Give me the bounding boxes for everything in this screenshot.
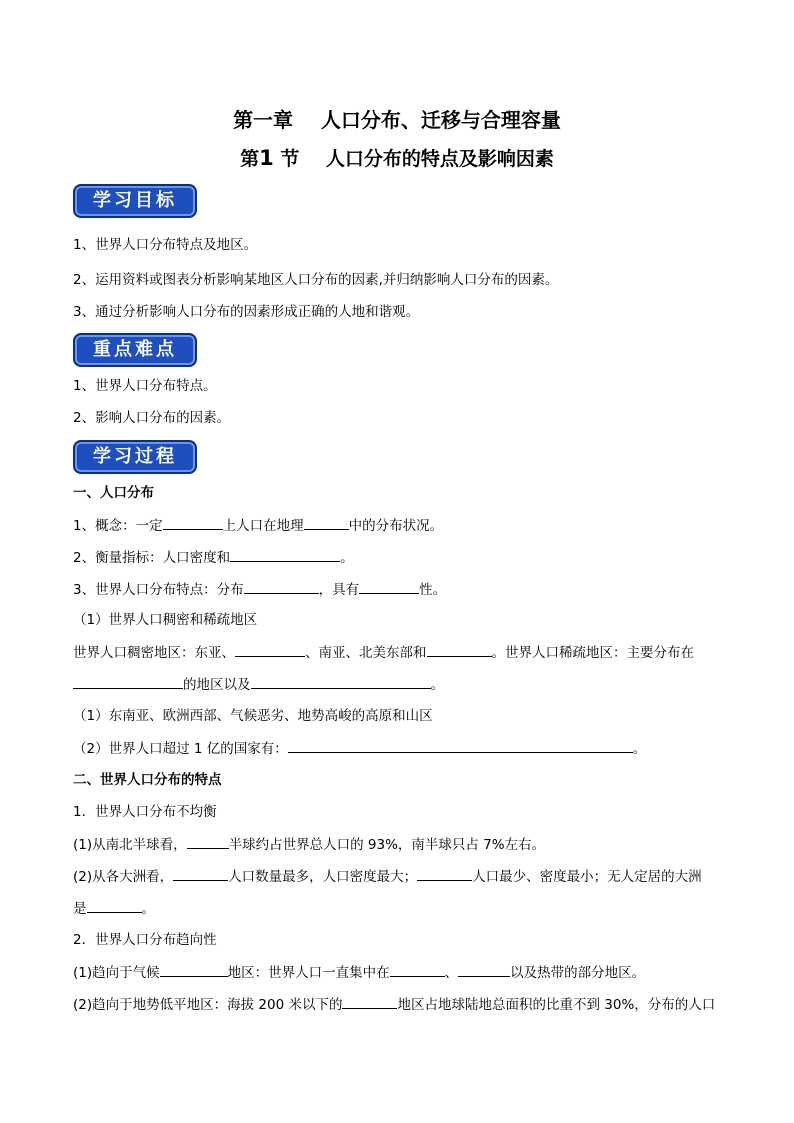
badge-learning-process: 学习过程: [73, 440, 197, 474]
goal-item-2: 2、运用资料或图表分析影响某地区人口分布的因素,并归纳影响人口分布的因素。: [73, 272, 559, 288]
blank-field[interactable]: [458, 962, 510, 977]
part2-heading: 二、世界人口分布的特点: [73, 772, 222, 788]
blank-field[interactable]: [235, 642, 305, 657]
terrain-line: (2)趋向于地势低平地区：海拔 200 米以下的 地区占地球陆地总面积的比重不到 30%，分布的人口: [73, 994, 715, 1015]
part1-heading: 一、人口分布: [73, 485, 154, 501]
blank-field[interactable]: [160, 962, 228, 977]
continents-line: (2)从各大洲看， 人口数量最多，人口密度最大； 人口最少、密度最小；无人定居的大洲: [73, 866, 702, 887]
section-title: [0, 144, 794, 171]
blank-field[interactable]: [427, 642, 492, 657]
blank-field[interactable]: [417, 866, 472, 881]
blank-field[interactable]: [163, 515, 223, 530]
feature-line: 3、世界人口分布特点：分布 ，具有 性。: [73, 579, 446, 600]
hemisphere-line: (1)从南北半球看， 半球约占世界总人口的 93%，南半球只占 7%左右。: [73, 834, 545, 855]
tendency-subheading: 2．世界人口分布趋向性: [73, 932, 217, 948]
blank-field[interactable]: [288, 738, 633, 753]
sparse-regions-line: 的地区以及 。: [73, 674, 444, 695]
goal-item-1: 1、世界人口分布特点及地区。: [73, 237, 258, 253]
blank-field[interactable]: [304, 515, 349, 530]
concept-line: 1、概念：一定 上人口在地理 中的分布状况。: [73, 515, 443, 536]
blank-field[interactable]: [251, 674, 431, 689]
blank-field[interactable]: [244, 579, 319, 594]
blank-field[interactable]: [390, 962, 445, 977]
countries-line: （2）世界人口超过 1 亿的国家有： 。: [73, 738, 646, 759]
chapter-title: 第一章 人口分布、迁移与合理容量: [233, 108, 561, 132]
blank-field[interactable]: [87, 898, 142, 913]
blank-field[interactable]: [342, 994, 397, 1009]
section-prefix: 第: [240, 148, 260, 170]
measure-line: 2、衡量指标：人口密度和 。: [73, 547, 354, 568]
answer-line: （1）东南亚、欧洲西部、气候恶劣、地势高峻的高原和山区: [73, 708, 433, 724]
blank-field[interactable]: [230, 547, 340, 562]
subheading-dense-sparse: （1）世界人口稠密和稀疏地区: [73, 612, 258, 628]
blank-field[interactable]: [73, 674, 183, 689]
goal-item-3: 3、通过分析影响人口分布的因素形成正确的人地和谐观。: [73, 304, 420, 320]
badge-key-points: 重点难点: [73, 333, 197, 367]
key-point-2: 2、影响人口分布的因素。: [73, 410, 231, 426]
climate-line: (1)趋向于气候 地区：世界人口一直集中在 、 以及热带的部分地区。: [73, 962, 645, 983]
section-number: 1: [259, 146, 274, 170]
key-point-1: 1、世界人口分布特点。: [73, 378, 217, 394]
blank-field[interactable]: [173, 866, 228, 881]
blank-field[interactable]: [359, 579, 419, 594]
section-name: 节 人口分布的特点及影响因素: [273, 148, 554, 170]
dense-regions-line: 世界人口稠密地区：东亚、 、南亚、北美东部和 。世界人口稀疏地区：主要分布在: [73, 642, 694, 663]
continents-line-2: 是 。: [73, 898, 155, 919]
badge-learning-goals: 学习目标: [73, 184, 197, 218]
blank-field[interactable]: [187, 834, 229, 849]
uneven-subheading: 1．世界人口分布不均衡: [73, 804, 217, 820]
